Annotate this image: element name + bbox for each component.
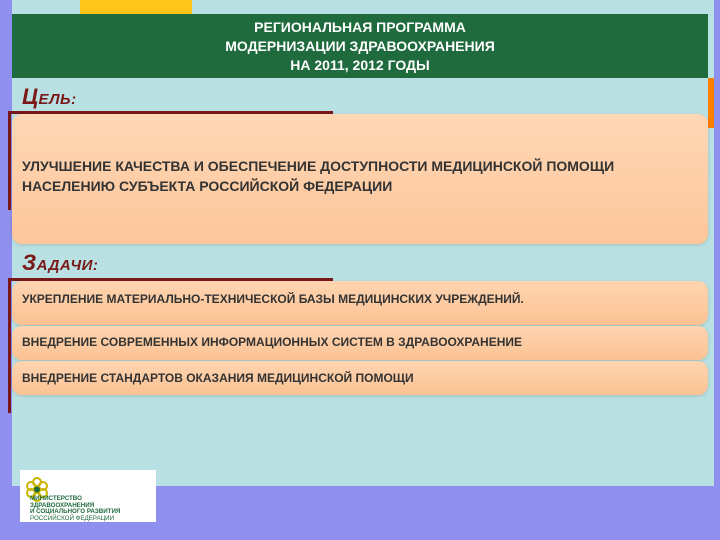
right-frame-strip	[714, 0, 720, 540]
header-line-2: МОДЕРНИЗАЦИИ ЗДРАВООХРАНЕНИЯ	[225, 37, 495, 54]
ministry-logo-text	[30, 496, 155, 522]
goal-text: УЛУЧШЕНИЕ КАЧЕСТВА И ОБЕСПЕЧЕНИЕ ДОСТУПНОСТИ МЕДИЦИНСКОЙ ПОМОЩИ НАСЕЛЕНИЮ СУБЪЕКТА РОССИЙСКОЙ ФЕДЕРАЦИИ	[22, 158, 615, 194]
logo-line-1: МИНИСТЕРСТВО	[30, 495, 82, 502]
yellow-accent-tab	[80, 0, 192, 14]
ministry-logo	[20, 470, 156, 522]
header-line-1: РЕГИОНАЛЬНАЯ ПРОГРАММА	[254, 18, 466, 35]
left-frame-strip	[0, 0, 12, 540]
tasks-heading-initial: З	[22, 250, 37, 275]
task-text-1: УКРЕПЛЕНИЕ МАТЕРИАЛЬНО-ТЕХНИЧЕСКОЙ БАЗЫ МЕДИЦИНСКИХ УЧРЕЖДЕНИЙ.	[22, 292, 524, 306]
logo-line-2: ЗДРАВООХРАНЕНИЯ	[30, 501, 95, 509]
goal-heading-initial: Ц	[22, 84, 39, 109]
task-text-2: ВНЕДРЕНИЕ СОВРЕМЕННЫХ ИНФОРМАЦИОННЫХ СИСТЕМ В ЗДРАВООХРАНЕНИЕ	[22, 335, 522, 349]
logo-line-3: И СОЦИАЛЬНОГО РАЗВИТИЯ	[30, 508, 121, 516]
orange-accent-bar	[708, 78, 714, 128]
slide-header	[12, 14, 708, 78]
goal-heading	[22, 84, 77, 110]
header-line-3: НА 2011, 2012 ГОДЫ	[290, 56, 430, 73]
task-text-3: ВНЕДРЕНИЕ СТАНДАРТОВ ОКАЗАНИЯ МЕДИЦИНСКОЙ ПОМОЩИ	[22, 371, 414, 385]
tasks-heading-rest: АДАЧИ:	[36, 257, 99, 274]
goal-heading-rest: ЕЛЬ:	[38, 91, 77, 108]
logo-line-4: РОССИЙСКОЙ ФЕДЕРАЦИИ	[30, 514, 115, 522]
tasks-heading	[22, 250, 98, 276]
